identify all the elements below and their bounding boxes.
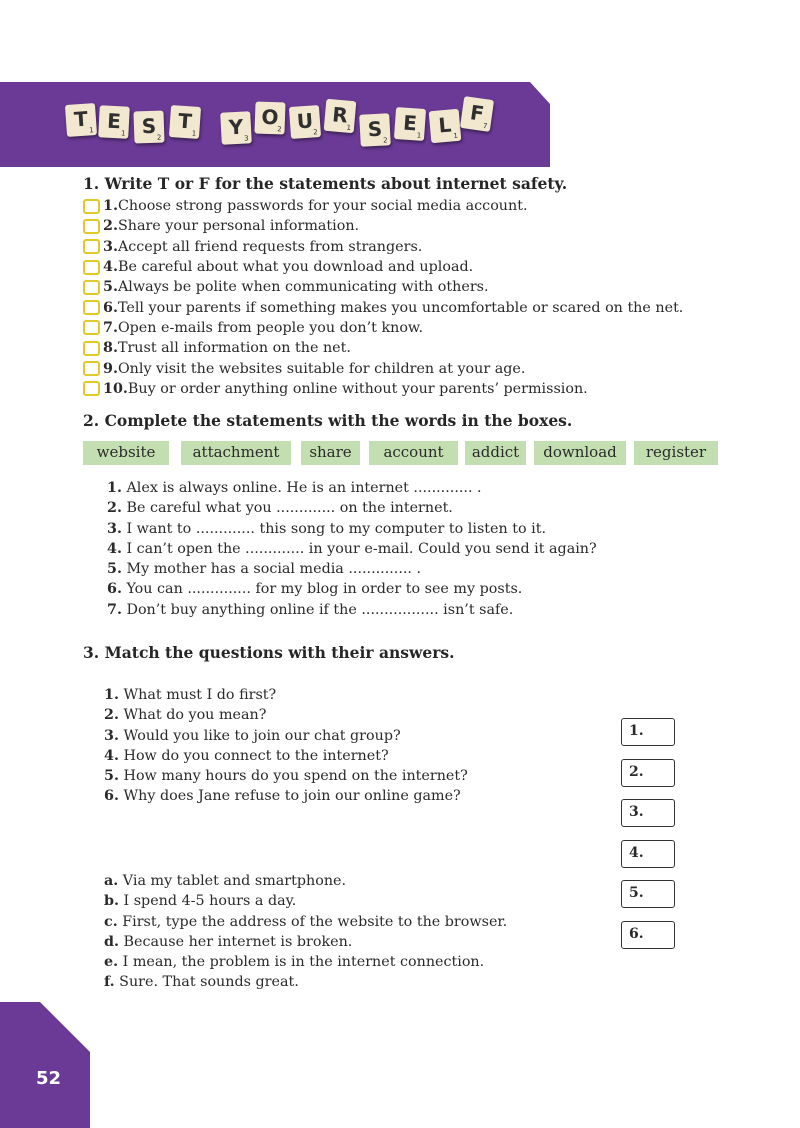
letter-tile — [133, 110, 164, 143]
letter-tile — [289, 105, 321, 139]
tile-points: 1 — [346, 123, 352, 132]
letter-tile — [98, 105, 130, 139]
tile-points: 1 — [191, 129, 197, 138]
letter-tile — [394, 107, 426, 141]
statement-text: Tell your parents if something makes you uncomfortable or scared on the net. — [117, 299, 684, 316]
tile-letter: F — [468, 100, 486, 126]
statement-text: Trust all information on the net. — [117, 340, 351, 357]
question-text: How many hours do you spend on the internet? — [118, 768, 468, 785]
word-box: account — [369, 441, 458, 465]
match-answer-box[interactable]: 6. — [621, 921, 675, 949]
tf-statement — [83, 196, 683, 216]
word-box: addict — [465, 441, 526, 465]
match-answer-box[interactable]: 4. — [621, 840, 675, 868]
statement-text: My mother has a social media .............. . — [121, 561, 422, 578]
statement-number: 2. — [103, 218, 118, 235]
page-corner-tab — [0, 1002, 90, 1128]
tf-statement — [83, 379, 683, 399]
question-item — [104, 726, 468, 746]
tf-statement — [83, 257, 683, 277]
question-number: 3. — [104, 727, 119, 744]
statement-number: 8. — [103, 340, 118, 357]
tf-statement — [83, 297, 683, 317]
statement-text: I can’t open the ............. in your e-mail. Could you send it again? — [121, 540, 597, 557]
question-number: 2. — [104, 707, 119, 724]
answer-text: Via my tablet and smartphone. — [118, 873, 347, 889]
tile-letter: E — [402, 110, 418, 136]
statement-text: Only visit the websites suitable for children at your age. — [117, 360, 526, 377]
fill-in-statement — [107, 600, 597, 620]
tf-statement-list — [83, 196, 683, 399]
question-number: 1. — [104, 687, 119, 703]
word-box: website — [83, 441, 169, 465]
section-3-title: 3. Match the questions with their answers. — [83, 643, 455, 662]
answer-letter: d. — [104, 933, 119, 950]
fill-in-statement — [107, 478, 597, 498]
match-answer-box[interactable]: 1. — [621, 718, 675, 746]
answer-item — [104, 932, 507, 952]
tile-letter: S — [141, 113, 157, 139]
page-number: 52 — [36, 1068, 62, 1089]
statement-text: You can .............. for my blog in order to see my posts. — [121, 581, 523, 598]
statement-number: 4. — [103, 259, 118, 276]
statement-text: Choose strong passwords for your social media account. — [117, 198, 528, 215]
tile-letter: U — [295, 108, 314, 134]
question-item — [104, 746, 468, 766]
answer-letter: b. — [104, 893, 119, 910]
tile-letter: E — [106, 108, 122, 134]
answer-text: I spend 4-5 hours a day. — [118, 893, 297, 910]
answer-box[interactable] — [83, 300, 100, 315]
statement-text: Be careful about what you download and upload. — [117, 259, 474, 276]
answer-box[interactable] — [83, 320, 100, 335]
answer-item — [104, 912, 507, 932]
answer-letter: e. — [104, 954, 119, 971]
tile-points: 1 — [453, 131, 459, 141]
statement-number: 2. — [107, 500, 122, 517]
statement-text: Buy or order anything online without your parents’ permission. — [127, 380, 588, 397]
question-text: Why does Jane refuse to join our online game? — [118, 788, 461, 805]
word-bank — [0, 441, 800, 465]
answer-box[interactable] — [83, 361, 100, 376]
question-text: Would you like to join our chat group? — [118, 727, 401, 744]
statement-text: Accept all friend requests from strangers. — [117, 238, 423, 255]
tile-letter: S — [367, 116, 383, 142]
statement-text: Always be polite when communicating with others. — [117, 279, 489, 296]
tf-statement — [83, 277, 683, 297]
match-answer-box[interactable]: 3. — [621, 799, 675, 827]
letter-tile — [220, 111, 252, 145]
statement-number: 6. — [103, 299, 118, 316]
answer-list — [104, 871, 507, 993]
answer-item — [104, 891, 507, 911]
fill-in-statement — [107, 579, 597, 599]
statement-text: Share your personal information. — [117, 218, 360, 235]
fill-in-statement — [107, 559, 597, 579]
tf-statement — [83, 237, 683, 257]
statement-number: 5. — [103, 279, 118, 296]
answer-box[interactable] — [83, 381, 100, 396]
answer-text: First, type the address of the website to the browser. — [117, 913, 508, 930]
tile-letter: T — [73, 106, 89, 132]
letter-tile — [359, 113, 391, 147]
statement-number: 9. — [103, 360, 118, 377]
word-box: register — [634, 441, 718, 465]
answer-box[interactable] — [83, 260, 100, 275]
question-item — [104, 705, 468, 725]
answer-box[interactable] — [83, 341, 100, 356]
question-number: 4. — [104, 747, 119, 764]
question-text: How do you connect to the internet? — [118, 747, 389, 764]
tile-letter: R — [331, 102, 349, 128]
statement-number: 1. — [107, 480, 122, 496]
question-list — [104, 685, 468, 807]
fill-in-statement — [107, 519, 597, 539]
letter-tile — [254, 101, 285, 134]
tile-letter: O — [261, 104, 279, 130]
tf-statement — [83, 216, 683, 236]
statement-text: I want to ............. this song to my computer to listen to it. — [121, 520, 546, 537]
statement-number: 4. — [107, 540, 122, 557]
section-2-title: 2. Complete the statements with the words in the boxes. — [83, 411, 573, 430]
match-answer-box[interactable]: 2. — [621, 759, 675, 787]
answer-text: I mean, the problem is in the internet connection. — [118, 954, 485, 971]
statement-number: 10. — [103, 380, 128, 397]
section-1-title: 1. Write T or F for the statements about internet safety. — [83, 174, 568, 193]
answer-letter: f. — [104, 974, 115, 991]
question-item — [104, 786, 468, 806]
answer-item — [104, 871, 507, 891]
fill-in-list — [107, 478, 597, 620]
letter-tile — [429, 109, 462, 143]
tile-letter: Y — [228, 114, 244, 140]
word-box: download — [534, 441, 626, 465]
letter-tile — [65, 103, 97, 137]
answer-box[interactable] — [83, 219, 100, 234]
question-item — [104, 685, 468, 705]
tile-letter: T — [177, 108, 193, 134]
question-item — [104, 766, 468, 786]
answer-box[interactable] — [83, 199, 100, 214]
statement-number: 5. — [107, 561, 122, 578]
tile-points: 3 — [243, 134, 249, 143]
tf-statement — [83, 318, 683, 338]
letter-tile — [169, 105, 201, 139]
answer-box[interactable] — [83, 239, 100, 254]
tile-points: 2 — [277, 125, 282, 134]
fill-in-statement — [107, 498, 597, 518]
answer-text: Because her internet is broken. — [118, 933, 353, 950]
title-tiles — [66, 96, 526, 156]
statement-number: 3. — [103, 238, 118, 255]
tf-statement — [83, 358, 683, 378]
statement-text: Alex is always online. He is an internet ............. . — [121, 480, 482, 496]
statement-text: Don’t buy anything online if the ................. isn’t safe. — [121, 601, 514, 618]
tile-points: 2 — [382, 136, 388, 145]
tile-points: 7 — [482, 121, 488, 131]
question-number: 5. — [104, 768, 119, 785]
tile-letter: L — [437, 112, 453, 138]
answer-item — [104, 952, 507, 972]
question-number: 6. — [104, 788, 119, 805]
tile-points: 1 — [416, 131, 422, 140]
answer-text: Sure. That sounds great. — [114, 974, 299, 991]
tile-points: 2 — [313, 128, 319, 137]
tile-points: 1 — [89, 126, 95, 135]
letter-tile — [324, 99, 357, 133]
fill-in-statement — [107, 539, 597, 559]
word-box: share — [301, 441, 360, 465]
statement-number: 1. — [103, 198, 118, 215]
statement-number: 3. — [107, 520, 122, 537]
tf-statement — [83, 338, 683, 358]
answer-letter: c. — [104, 913, 118, 930]
statement-number: 7. — [103, 319, 118, 336]
statement-text: Open e-mails from people you don’t know. — [117, 319, 424, 336]
tile-points: 1 — [120, 129, 126, 138]
word-box: attachment — [181, 441, 291, 465]
letter-tile — [460, 96, 494, 132]
answer-letter: a. — [104, 873, 119, 889]
tile-points: 2 — [156, 133, 162, 142]
statement-number: 6. — [107, 581, 122, 598]
match-answer-box[interactable]: 5. — [621, 880, 675, 908]
question-text: What do you mean? — [118, 707, 267, 724]
statement-text: Be careful what you ............. on the internet. — [121, 500, 453, 517]
answer-item — [104, 972, 507, 992]
answer-box[interactable] — [83, 280, 100, 295]
question-text: What must I do first? — [118, 687, 277, 703]
statement-number: 7. — [107, 601, 122, 618]
